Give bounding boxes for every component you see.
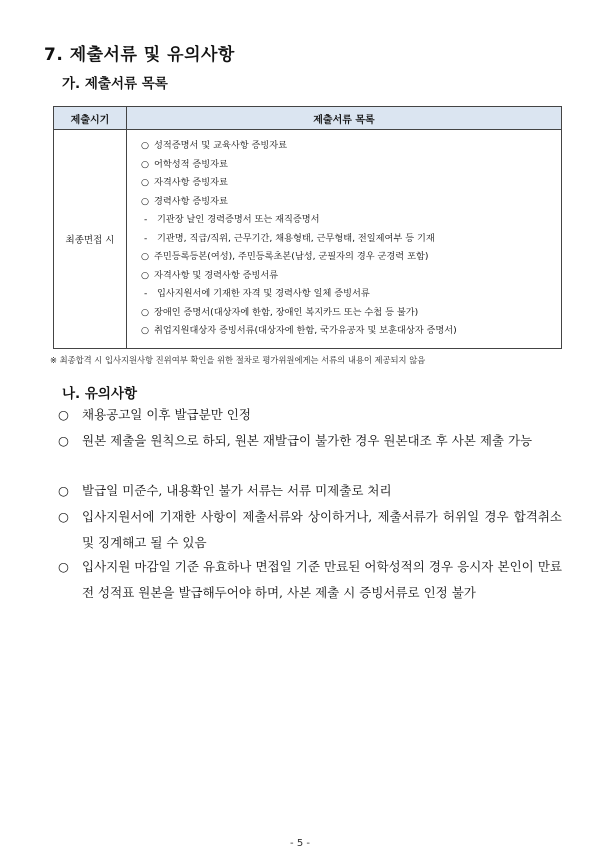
header-timing: 제출시기 — [54, 107, 127, 130]
notice-text: 채용공고일 이후 발급분만 인정 — [82, 407, 251, 422]
list-item-text: 어학성적 증빙자료 — [154, 158, 228, 170]
list-item-text: 성적증명서 및 교육사항 증빙자료 — [154, 140, 288, 151]
circle-bullet-icon: ○ — [58, 433, 69, 448]
list-item — [141, 137, 561, 156]
list-item-text: 기관명, 직급/직위, 근무기간, 채용형태, 근무형태, 전일제여부 등 기재 — [157, 232, 435, 244]
notice-text: 원본 제출을 원칙으로 하되, 원본 재발급이 불가한 경우 원본대조 후 사본 제출 가능 — [82, 433, 533, 448]
circle-bullet-icon: ○ — [141, 158, 150, 170]
table-row — [54, 130, 562, 349]
circle-bullet-icon: ○ — [58, 559, 69, 574]
circle-bullet-icon: ○ — [141, 177, 150, 188]
notice-text: 발급일 미준수, 내용확인 불가 서류는 서류 미제출로 처리 — [82, 483, 392, 498]
list-subitem — [141, 285, 561, 304]
subsection-b-title: 나. 유의사항 — [62, 386, 138, 402]
circle-bullet-icon: ○ — [141, 325, 150, 336]
circle-bullet-icon: ○ — [141, 306, 150, 318]
list-item — [141, 322, 561, 341]
list-item-text: 경력사항 증빙자료 — [154, 195, 228, 207]
notice-text: 입사지원서에 기재한 사항이 제출서류와 상이하거나, 제출서류가 허위일 경우 합격취소 및 징계해고 될 수 있음 — [82, 509, 562, 550]
list-item-text: 입사지원서에 기재한 자격 및 경력사항 일체 증빙서류 — [157, 288, 370, 299]
documents-list-cell — [127, 130, 562, 349]
subsection-a-title: 가. 제출서류 목록 — [62, 76, 168, 92]
dash-bullet-icon: - — [144, 288, 148, 299]
section-title: 7. 제출서류 및 유의사항 — [44, 45, 235, 65]
circle-bullet-icon: ○ — [58, 407, 69, 422]
circle-bullet-icon: ○ — [141, 140, 150, 151]
list-item — [141, 304, 561, 323]
header-documents: 제출서류 목록 — [127, 107, 562, 130]
circle-bullet-icon: ○ — [141, 269, 150, 281]
notice-text: 입사지원 마감일 기준 유효하나 면접일 기준 만료된 어학성적의 경우 응시자 본인이 만료 전 성적표 원본을 발급해두어야 하며, 사본 제출 시 증빙서류로 인정 불가 — [82, 559, 562, 600]
circle-bullet-icon: ○ — [58, 483, 69, 498]
list-item-text: 장애인 증명서(대상자에 한함, 장애인 복지카드 또는 수첩 등 불가) — [154, 306, 419, 318]
list-item — [141, 174, 561, 193]
dash-bullet-icon: - — [144, 214, 148, 225]
timing-cell: 최종면접 시 — [54, 130, 127, 349]
circle-bullet-icon: ○ — [141, 251, 150, 262]
list-item — [141, 156, 561, 175]
notice-item — [58, 402, 562, 428]
notice-item — [58, 554, 562, 606]
notice-item — [58, 428, 562, 454]
table-header-row — [54, 107, 562, 130]
list-item-text: 기관장 날인 경력증명서 또는 재직증명서 — [157, 214, 320, 225]
list-item — [141, 193, 561, 212]
dash-bullet-icon: - — [144, 232, 148, 244]
list-item-text: 자격사항 증빙자료 — [154, 177, 228, 188]
documents-table — [53, 106, 562, 349]
circle-bullet-icon: ○ — [58, 509, 69, 524]
list-item-text: 취업지원대상자 증빙서류(대상자에 한함, 국가유공자 및 보훈대상자 증명서) — [154, 325, 457, 336]
list-subitem — [141, 230, 561, 249]
notice-item — [58, 478, 562, 504]
list-item — [141, 248, 561, 267]
notice-item — [58, 504, 562, 556]
list-subitem — [141, 211, 561, 230]
table-footnote: ※ 최종합격 시 입사지원사항 진위여부 확인을 위한 절차로 평가위원에게는 서류의 내용이 제공되지 않음 — [50, 355, 426, 365]
list-item — [141, 267, 561, 286]
list-item-text: 주민등록등본(여성), 주민등록초본(남성, 군필자의 경우 군경력 포함) — [154, 251, 429, 262]
circle-bullet-icon: ○ — [141, 195, 150, 207]
list-item-text: 자격사항 및 경력사항 증빙서류 — [154, 269, 279, 281]
page-number: - 5 - — [290, 838, 310, 849]
